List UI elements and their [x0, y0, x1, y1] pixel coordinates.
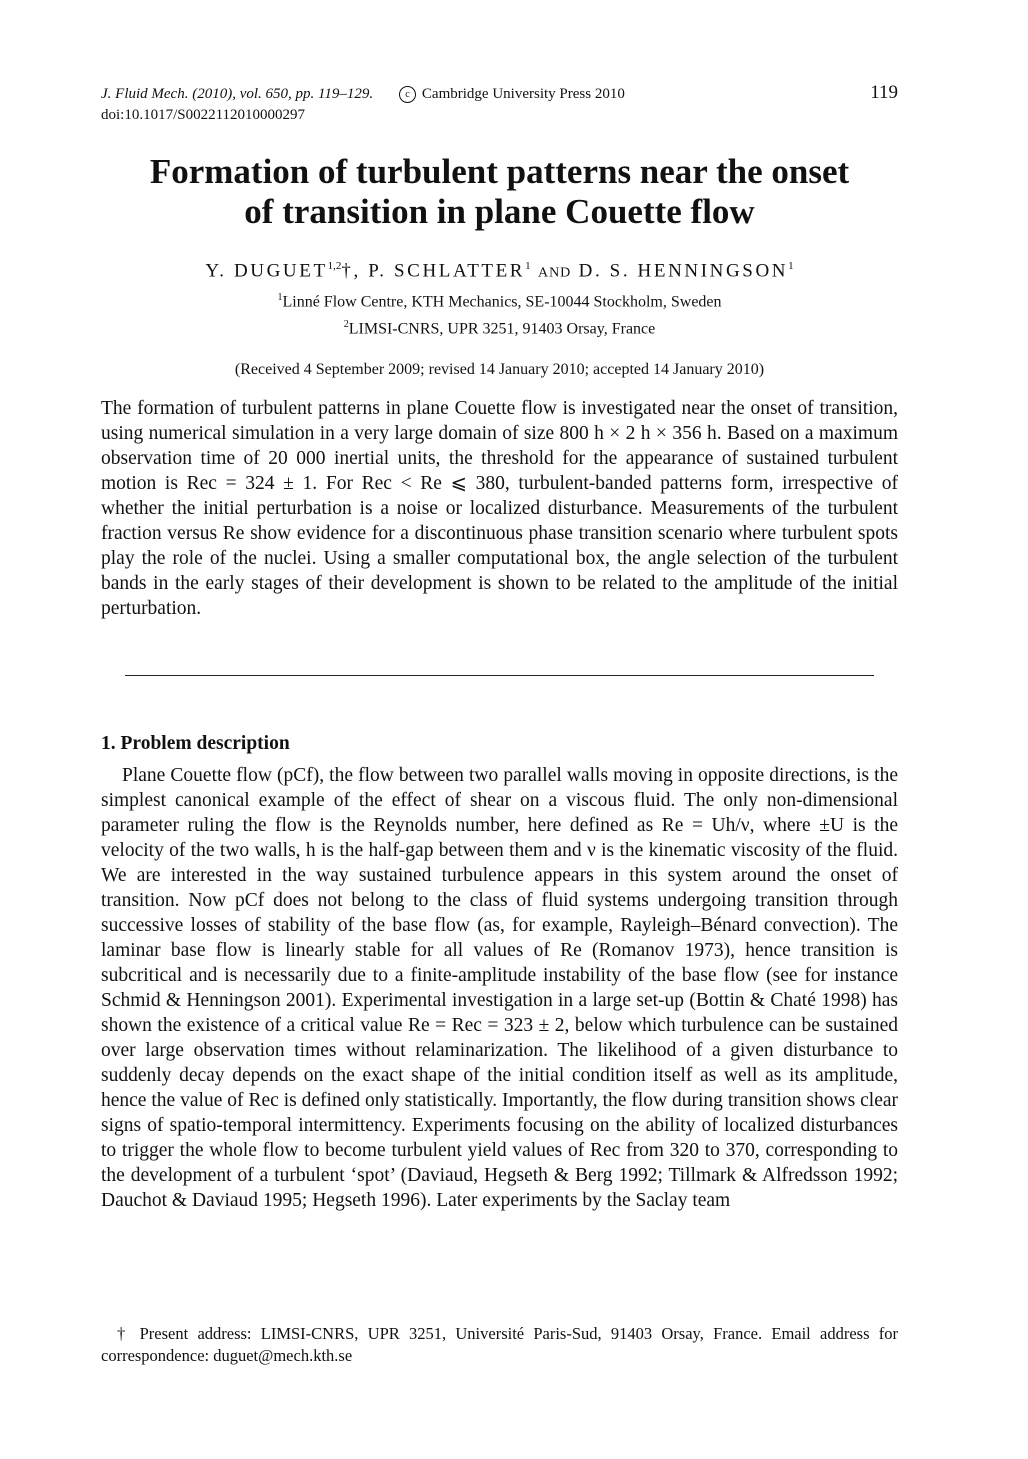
author-list: [101, 260, 898, 282]
author-separator: ,: [353, 260, 361, 282]
section-body: Plane Couette flow (pCf), the flow between two parallel walls moving in opposite directions, is the simplest canonical example of the effect of shear on a viscous fluid. The only non-dimensional parameter ruling the flow is the Reynolds number, here defined as Re = Uh/ν, where ±U is the velocity of the two walls, h is the half-gap between them and ν is the kinematic viscosity of the fluid. We are interested in the way sustained turbulence appears in this system around the onset of transition. Now pCf does not belong to the class of fluid systems undergoing transition through successive losses of stability of the base flow (as, for example, Rayleigh–Bénard convection). The laminar base flow is linearly stable for all values of Re (Romanov 1973), hence transition is subcritical and is necessarily due to a finite-amplitude instability of the base flow (see for instance Schmid & Henningson 2001). Experimental investigation in a large set-up (Bottin & Chaté 1998) has shown the existence of a critical value Re = Rec = 323 ± 2, below which turbulence can be sustained over large observation times without relaminarization. The likelihood of a given disturbance to suddenly decay depends on the exact shape of the initial condition itself as well as its amplitude, hence the value of Rec is defined only statistically. Importantly, the flow during transition shows clear signs of spatio-temporal intermittency. Experiments focusing on the ability of localized disturbances to trigger the whole flow to become turbulent yield values of Rec from 320 to 370, corresponding to the development of a turbulent ‘spot’ (Daviaud, Hegseth & Berg 1992; Tillmark & Alfredsson 1992; Dauchot & Daviaud 1995; Hegseth 1996). Later experiments by the Saclay team: [101, 765, 898, 1211]
paper-title: [101, 152, 898, 232]
affiliation-2: [101, 319, 898, 338]
page-number: 119: [870, 82, 898, 103]
affiliation-1: [101, 292, 898, 311]
author-1: Y. DUGUET: [205, 260, 328, 282]
author-3: D. S. HENNINGSON: [578, 260, 789, 282]
author-and: AND: [537, 265, 572, 281]
title-line-2: of transition in plane Couette flow: [244, 192, 755, 231]
affiliation-2-number: 2: [343, 319, 349, 330]
doi: doi:10.1017/S0022112010000297: [101, 107, 306, 123]
abstract: The formation of turbulent patterns in plane Couette flow is investigated near the onset of transition, using numerical simulation in a very large domain of size 800 h × 2 h × 356 h. Based on a maximum observation time of 20 000 inertial units, the threshold for the appearance of sustained turbulent motion is Rec = 324 ± 1. For Rec < Re ⩽ 380, turbulent-banded patterns form, irrespective of whether the initial perturbation is a noise or localized disturbance. Measurements of the turbulent fraction versus Re show evidence for a discontinuous phase transition scenario where turbulent spots play the role of the nuclei. Using a smaller computational box, the angle selection of the turbulent bands in the early stages of their development is shown to be related to the amplitude of the initial perturbation.: [101, 398, 898, 619]
affiliation-2-text: LIMSI-CNRS, UPR 3251, 91403 Orsay, France: [348, 320, 656, 338]
author-2-affil: 1: [525, 260, 531, 272]
copyright-icon: c: [399, 86, 416, 103]
author-3-affil: 1: [788, 260, 794, 272]
affiliation-1-number: 1: [277, 292, 283, 303]
affiliation-1-text: Linné Flow Centre, KTH Mechanics, SE-10044 Stockholm, Sweden: [282, 293, 722, 311]
citation: J. Fluid Mech. (2010), vol. 650, pp. 119–129.: [101, 86, 374, 102]
running-header: [101, 84, 898, 126]
received-dates: (Received 4 September 2009; revised 14 January 2010; accepted 14 January 2010): [234, 361, 765, 378]
section-heading: 1. Problem description: [101, 733, 290, 754]
abstract-divider: [125, 675, 874, 676]
author-1-affil: 1,2: [327, 260, 342, 272]
author-2: P. SCHLATTER: [368, 260, 526, 282]
author-1-mark: †: [341, 260, 354, 282]
title-line-1: Formation of turbulent patterns near the onset: [149, 152, 850, 191]
copyright-text: Cambridge University Press 2010: [421, 86, 625, 102]
footnote: † Present address: LIMSI-CNRS, UPR 3251, Université Paris-Sud, 91403 Orsay, France. Email address for correspondence: duguet@mech.kth.se: [101, 1324, 898, 1365]
copyright-notice: [399, 86, 625, 102]
